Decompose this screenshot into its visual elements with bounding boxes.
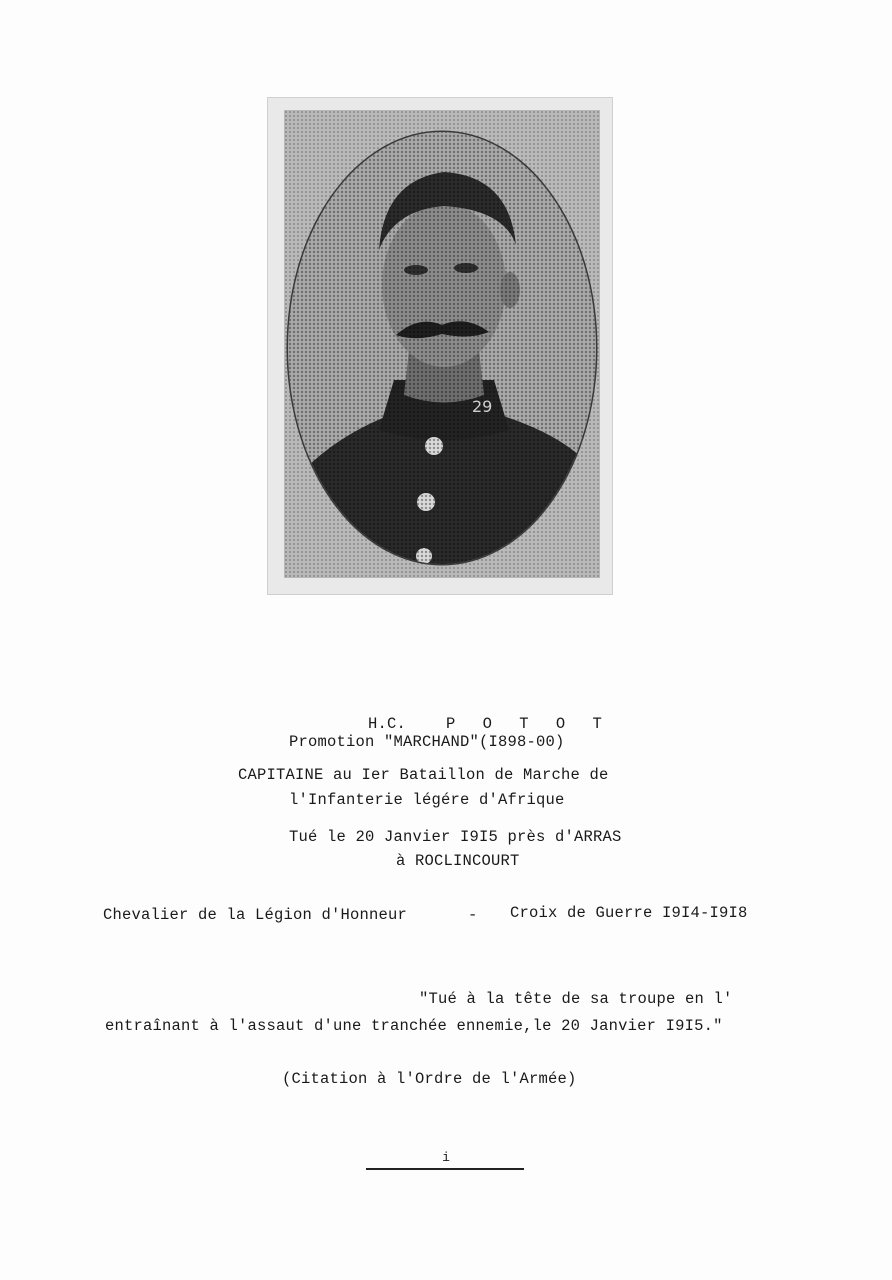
portrait-photo xyxy=(284,110,600,578)
portrait-illustration xyxy=(284,110,600,578)
quote-line-1: "Tué à la tête de sa troupe en l' xyxy=(419,990,733,1008)
death-line-2: à ROCLINCOURT xyxy=(396,852,520,870)
page-number-rule xyxy=(366,1168,524,1170)
rank-line-2: l'Infanterie légére d'Afrique xyxy=(289,791,565,809)
honour-legion: Chevalier de la Légion d'Honneur xyxy=(103,906,408,924)
honour-separator: - xyxy=(468,906,478,924)
citation-line: (Citation à l'Ordre de l'Armée) xyxy=(282,1070,577,1088)
death-line-1: Tué le 20 Janvier I9I5 près d'ARRAS xyxy=(289,828,622,846)
honour-croix: Croix de Guerre I9I4-I9I8 xyxy=(510,904,748,922)
quote-line-2: entraînant à l'assaut d'une tranchée ennemie,le 20 Janvier I9I5." xyxy=(105,1017,723,1035)
collar-number: 29 xyxy=(472,397,493,416)
page-number: i xyxy=(442,1150,450,1165)
initials: H.C. xyxy=(368,715,407,733)
surname: P O T O T xyxy=(446,715,611,733)
promotion-line: Promotion "MARCHAND"(I898-00) xyxy=(289,733,565,751)
rank-line-1: CAPITAINE au Ier Bataillon de Marche de xyxy=(238,766,609,784)
portrait-photo-mount xyxy=(268,98,612,594)
